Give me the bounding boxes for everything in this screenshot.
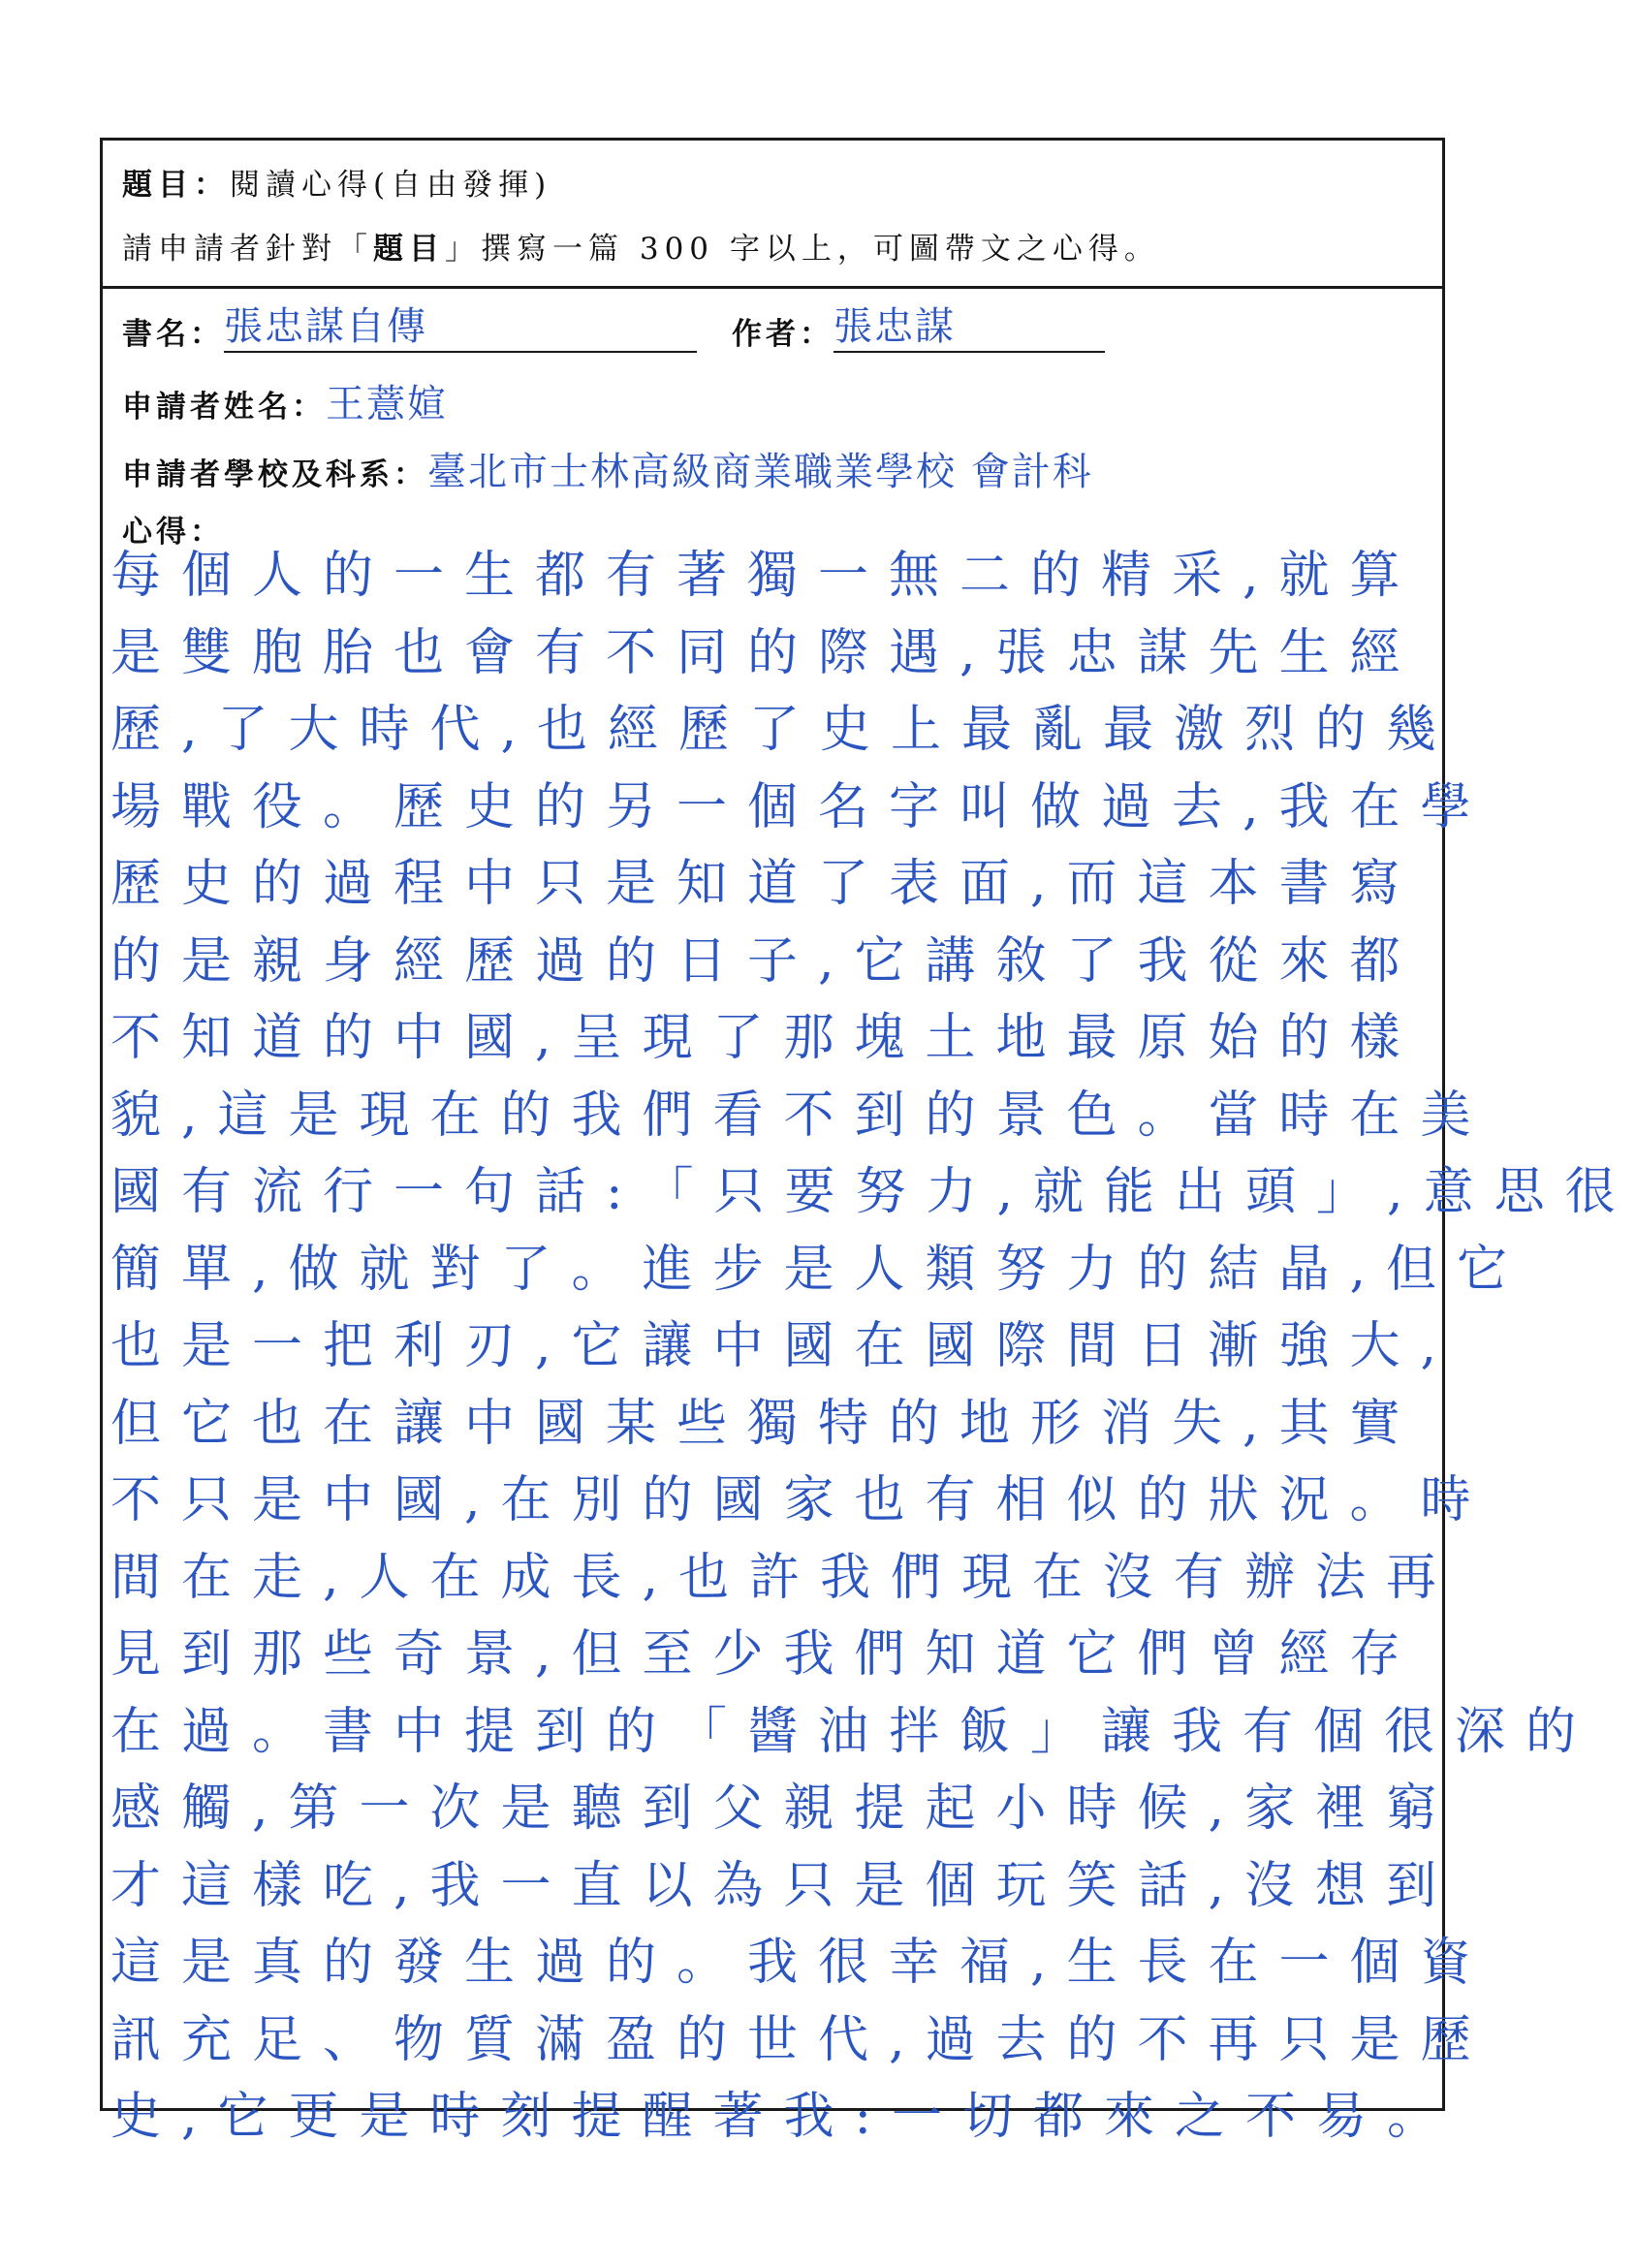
essay-line: 見到那些奇景,但至少我們知道它們曾經存 bbox=[110, 1625, 1421, 1684]
essay-line: 每個人的一生都有著獨一無二的精采,就算 bbox=[110, 547, 1421, 605]
essay-line: 在過。書中提到的「醬油拌飯」讓我有個很深的 bbox=[110, 1702, 1597, 1761]
essay-line: 這是真的發生過的。我很幸福,生長在一個資 bbox=[110, 1934, 1492, 1992]
topic-label: 題目： bbox=[122, 168, 230, 203]
applicant-row bbox=[122, 373, 448, 428]
author-label: 作者： bbox=[732, 317, 834, 352]
school-value: 臺北市士林高級商業職業學校 會計科 bbox=[427, 450, 1093, 494]
prompt-section bbox=[103, 141, 1442, 289]
essay-line: 不知道的中國,呈現了那塊土地最原始的樣 bbox=[110, 1009, 1421, 1067]
essay-line: 場戰役。歷史的另一個名字叫做過去,我在學 bbox=[110, 777, 1492, 836]
essay-line: 國有流行一句話:「只要努力,就能出頭」,意思很 bbox=[110, 1163, 1636, 1221]
essay-line: 才這樣吃,我一直以為只是個玩笑話,沒想到 bbox=[110, 1856, 1458, 1915]
book-title-value: 張忠謀自傳 bbox=[224, 304, 427, 349]
topic-row bbox=[122, 160, 551, 204]
essay-line: 是雙胞胎也會有不同的際遇,張忠謀先生經 bbox=[110, 623, 1421, 682]
instruction-row bbox=[122, 224, 1160, 268]
book-title-field bbox=[224, 305, 697, 353]
reflection-label: 心得： bbox=[122, 515, 224, 550]
applicant-value: 王薏媗 bbox=[326, 382, 448, 426]
school-label: 申請者學校及科系： bbox=[122, 457, 427, 492]
essay-body bbox=[110, 538, 1636, 2157]
essay-line: 也是一把利刃,它讓中國在國際間日漸強大, bbox=[110, 1317, 1458, 1375]
reading-reflection-form bbox=[100, 138, 1636, 2146]
essay-line: 簡單,做就對了。進步是人類努力的結晶,但它 bbox=[110, 1240, 1528, 1299]
essay-line: 訊充足、物質滿盈的世代,過去的不再只是歷 bbox=[110, 2010, 1492, 2069]
applicant-label: 申請者姓名： bbox=[122, 390, 326, 425]
essay-line: 的是親身經歷過的日子,它講敘了我從來都 bbox=[110, 931, 1421, 991]
school-row bbox=[122, 441, 1093, 496]
author-value: 張忠謀 bbox=[834, 304, 956, 349]
instruction-emphasis: 題目 bbox=[373, 232, 445, 267]
essay-line: 歷,了大時代,也經歷了史上最亂最激烈的幾 bbox=[110, 701, 1458, 759]
author-group bbox=[732, 305, 1105, 353]
essay-line: 史,它更是時刻提醒著我:一切都來之不易。 bbox=[110, 2088, 1459, 2146]
book-label: 書名： bbox=[122, 317, 224, 352]
essay-line: 間在走,人在成長,也許我們現在沒有辦法再 bbox=[110, 1548, 1458, 1607]
instruction-suffix: 」撰寫一篇 300 字以上，可圖帶文之心得。 bbox=[445, 232, 1160, 267]
essay-line: 歷史的過程中只是知道了表面,而這本書寫 bbox=[110, 855, 1421, 913]
instruction-prefix: 請申請者針對「 bbox=[122, 232, 373, 267]
essay-line: 不只是中國,在別的國家也有相似的狀況。時 bbox=[110, 1471, 1492, 1529]
author-field bbox=[834, 305, 1105, 353]
topic-value: 閱讀心得(自由發揮) bbox=[230, 168, 552, 203]
book-row bbox=[122, 304, 956, 353]
essay-line: 但它也在讓中國某些獨特的地形消失,其實 bbox=[110, 1394, 1421, 1453]
essay-line: 感觸,第一次是聽到父親提起小時候,家裡窮 bbox=[110, 1780, 1458, 1838]
essay-line: 貌,這是現在的我們看不到的景色。當時在美 bbox=[110, 1086, 1492, 1145]
